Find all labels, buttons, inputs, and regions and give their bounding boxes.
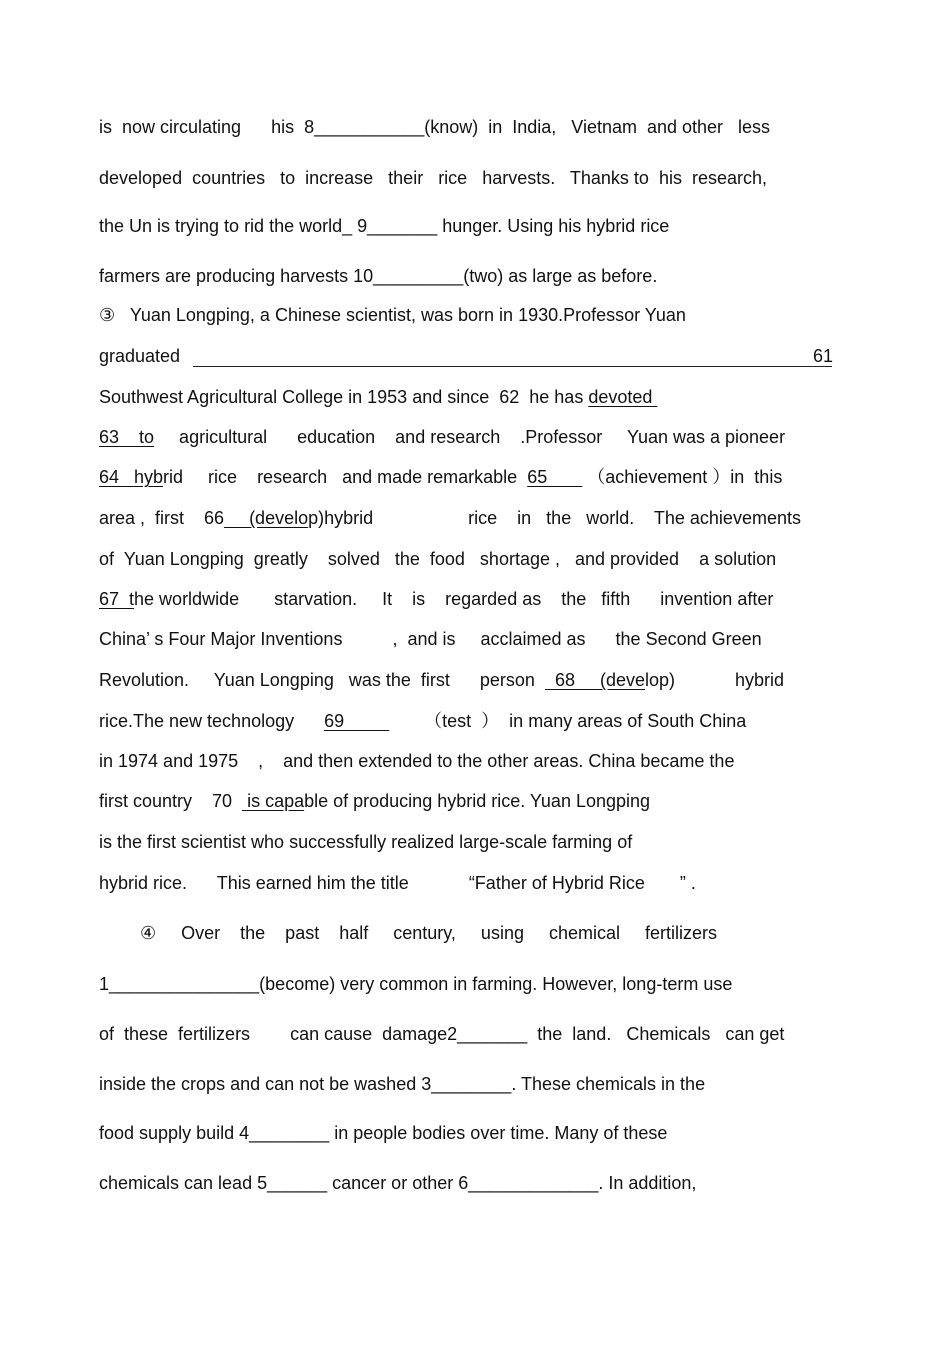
text-line: is the first scientist who successfully realized large-scale farming of [99,832,633,852]
text-line: in 1974 and 1975 , and then extended to the other areas. China became the [99,751,735,771]
text-line: the Un is trying to rid the world_ 9_______ hunger. Using his hybrid rice [99,216,670,236]
text-line: ③ Yuan Longping, a Chinese scientist, was born in 1930.Professor Yuan [99,305,686,325]
text-line: of these fertilizers can cause damage2_______ the land. Chemicals can get [99,1024,785,1044]
text-line: farmers are producing harvests 10_________(two) as large as before. [99,266,658,286]
text-line: Southwest Agricultural College in 1953 and since 62 he has devoted [99,387,658,407]
text-line: 67 the worldwide starvation. It is regarded as the fifth invention after [99,589,774,609]
text-line: Revolution. Yuan Longping was the first person 68 (develop) hybrid [99,670,785,690]
text-line: 63 to agricultural education and research .Professor Yuan was a pioneer [99,427,786,447]
text-line: food supply build 4________ in people bodies over time. Many of these [99,1123,668,1143]
text-line: China’ s Four Major Inventions , and is acclaimed as the Second Green [99,629,762,649]
text-line: is now circulating his 8___________(know) in India, Vietnam and other less [99,117,771,137]
text-line: first country 70 is capable of producing hybrid rice. Yuan Longping [99,791,651,811]
text-line: developed countries to increase their rice harvests. Thanks to his research, [99,168,767,188]
paragraph-4-heading: ④ Over the past half century, using chemical fertilizers [140,923,718,943]
text-line: 64 hybrid rice research and made remarkable 65 （achievement ）in this [99,467,783,487]
text-line: of Yuan Longping greatly solved the food shortage , and provided a solution [99,549,777,569]
text-line: inside the crops and can not be washed 3________. These chemicals in the [99,1074,706,1094]
text-line: hybrid rice. This earned him the title “Father of Hybrid Rice ” . [99,873,696,893]
answer-blank-61 [193,366,832,367]
text-line: chemicals can lead 5______ cancer or other 6_____________. In addition, [99,1173,697,1193]
text-line: area , first 66 (develop)hybrid rice in the world. The achievements [99,508,801,528]
text-line: 1_______________(become) very common in farming. However, long-term use [99,974,733,994]
text-line: graduated [99,346,181,366]
question-number-61: 61 [813,346,834,366]
text-line: rice.The new technology 69 （test ） in many areas of South China [99,711,747,731]
